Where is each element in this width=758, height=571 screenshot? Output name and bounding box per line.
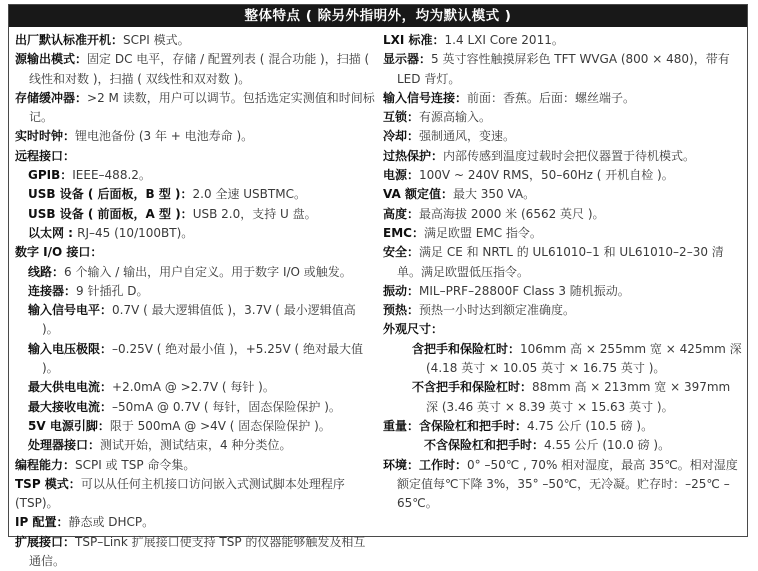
spec-label: 输入电压极限： (28, 341, 113, 356)
panel-body (9, 27, 747, 569)
spec-item (412, 378, 743, 417)
spec-value: 可以从任何主机接口访问嵌入式测试脚本处理程序 (TSP)。 (15, 476, 345, 511)
spec-item (28, 301, 375, 340)
spec-item (383, 456, 743, 514)
spec-label: 扩展接口： (15, 534, 76, 549)
spec-label: VA 额定值： (383, 187, 453, 202)
spec-value: 前面：香蕉。后面：螺丝端子。 (467, 90, 636, 105)
spec-item (28, 166, 375, 185)
spec-value: 0.7V ( 最大逻辑值低 )，3.7V ( 最小逻辑值高 )。 (42, 303, 356, 337)
spec-column-right (383, 31, 743, 536)
spec-value: 100V ~ 240V RMS，50–60Hz ( 开机自检 )。 (419, 168, 674, 183)
spec-value: –50mA @ 0.7V ( 每针，固态保险保护 )。 (112, 399, 341, 414)
spec-label: 最大供电电流： (28, 380, 113, 395)
spec-label: 编程能力： (15, 457, 76, 472)
spec-item (28, 340, 375, 379)
spec-label: 环境： (383, 457, 420, 472)
spec-label: USB 设备 ( 前面板，A 型 )： (28, 206, 193, 221)
spec-label: 远程接口： (15, 148, 76, 163)
spec-label: 数字 I/O 接口： (15, 245, 103, 260)
spec-label: 不含把手和保险杠时： (412, 380, 533, 395)
spec-value: 9 针插孔 D。 (76, 283, 149, 298)
spec-value: 5 英寸容性触摸屏彩色 TFT WVGA (800 × 480)，带有 LED 背灯。 (397, 52, 730, 86)
spec-value: SCPI 或 TSP 命令集。 (75, 457, 196, 472)
spec-item (15, 127, 375, 146)
spec-label: 显示器： (383, 52, 432, 67)
spec-item (424, 436, 743, 455)
spec-label: 最大接收电流： (28, 399, 113, 414)
spec-label: 连接器： (28, 283, 77, 298)
spec-value: 4.55 公斤 (10.0 磅 )。 (544, 438, 671, 453)
spec-item (383, 147, 743, 166)
spec-value: 最高海拔 2000 米 (6562 英尺 )。 (419, 206, 605, 221)
spec-label: USB 设备 ( 后面板，B 型 )： (28, 187, 193, 202)
spec-item (28, 436, 375, 455)
spec-value: TSP–Link 扩展接口使支持 TSP 的仪器能够触发及相互通信。 (29, 534, 366, 569)
spec-item (15, 147, 375, 166)
spec-item (28, 398, 375, 417)
spec-item (383, 417, 743, 436)
spec-value: 固定 DC 电平，存储 / 配置列表 ( 混合功能 )，扫描 ( 线性和对数 )，扫描 ( 双线性和双对数 )。 (29, 52, 370, 86)
spec-value: 6 个输入 / 输出，用户自定义。用于数字 I/O 或触发。 (64, 264, 352, 279)
spec-item (15, 456, 375, 475)
spec-item (383, 205, 743, 224)
spec-item (15, 50, 375, 89)
spec-label: GPIB： (28, 168, 73, 183)
spec-label: 5V 电源引脚： (28, 418, 110, 433)
spec-column-left (15, 31, 375, 569)
spec-value: 内部传感到温度过载时会把仪器置于待机模式。 (443, 148, 696, 163)
spec-item (383, 127, 743, 146)
spec-label: LXI 标准： (383, 33, 445, 47)
spec-item (28, 263, 375, 282)
spec-item (383, 166, 743, 185)
spec-label: 冷却： (383, 129, 420, 144)
spec-value: 88mm 高 × 213mm 宽 × 397mm 深 (3.46 英寸 × 8.39 英寸 × 15.63 英寸 )。 (426, 380, 731, 414)
spec-item (383, 320, 743, 339)
spec-value: +2.0mA @ >2.7V ( 每针 )。 (112, 380, 275, 395)
spec-item (28, 185, 375, 204)
spec-panel (8, 4, 748, 569)
spec-value: 106mm 高 × 255mm 宽 × 425mm 深 (4.18 英寸 × 10.05 英寸 × 16.75 英寸 )。 (426, 341, 742, 376)
spec-value: 0° –50℃ , 70% 相对湿度，最高 35℃。相对湿度额定值每℃下降 3%，35° –50℃，无冷凝。贮存时：–25℃ – 65℃。 (397, 457, 738, 511)
spec-item (28, 378, 375, 397)
spec-item (15, 89, 375, 128)
spec-label: 输入信号电平： (28, 303, 113, 318)
spec-item (15, 31, 375, 50)
spec-label: 线路： (28, 264, 65, 279)
spec-item (28, 224, 375, 243)
spec-item (383, 282, 743, 301)
spec-label: 外观尺寸： (383, 322, 444, 337)
spec-value: 限于 500mA @ >4V ( 固态保险保护 )。 (109, 418, 331, 433)
spec-item (383, 301, 743, 320)
panel-title: 整体特点 ( 除另外指明外，均为默认模式 ) (9, 5, 747, 27)
spec-label: 输入信号连接： (383, 90, 468, 105)
spec-item (383, 50, 743, 89)
spec-value: >2 M 读数，用户可以调节。包括选定实测值和时间标记。 (29, 90, 375, 125)
spec-item (383, 185, 743, 204)
spec-value: 锂电池备份 (3 年 + 电池寿命 )。 (75, 129, 254, 144)
spec-value: USB 2.0，支持 U 盘。 (192, 206, 317, 221)
spec-item (383, 108, 743, 127)
spec-label: 出厂默认标准开机： (15, 33, 124, 47)
spec-value: 有源高输入。 (419, 110, 492, 125)
spec-value: IEEE–488.2。 (72, 168, 151, 183)
spec-value: 强制通风，变速。 (419, 129, 516, 144)
spec-label: 源输出模式： (15, 52, 88, 67)
spec-value: 测试开始，测试结束，4 种分类位。 (100, 438, 292, 453)
spec-label: 振动： (383, 283, 420, 298)
spec-label: 处理器接口： (28, 438, 101, 453)
spec-label: EMC： (383, 225, 424, 240)
spec-item (383, 243, 743, 282)
spec-label: 工作时： (419, 457, 468, 472)
spec-value: SCPI 模式。 (123, 33, 190, 47)
spec-item (28, 417, 375, 436)
spec-value: 满足欧盟 EMC 指令。 (423, 225, 542, 240)
spec-label: IP 配置： (15, 515, 69, 530)
spec-value: 预热一小时达到额定准确度。 (419, 303, 576, 318)
spec-label: 互锁： (383, 110, 420, 125)
spec-label: 预热： (383, 303, 420, 318)
spec-value: MIL–PRF–28800F Class 3 随机振动。 (419, 283, 630, 298)
spec-label: 安全： (383, 245, 420, 260)
spec-value: 最大 350 VA。 (452, 187, 536, 202)
spec-item (15, 475, 375, 514)
spec-item (15, 513, 375, 532)
spec-label: 含把手和保险杠时： (412, 341, 521, 356)
spec-value: –0.25V ( 绝对最小值 )，+5.25V ( 绝对最大值 )。 (42, 341, 364, 376)
spec-label: 以太网 : (28, 225, 78, 240)
spec-value: 4.75 公斤 (10.5 磅 )。 (527, 418, 654, 433)
spec-item (383, 224, 743, 243)
spec-value: 静态或 DHCP。 (68, 515, 155, 530)
spec-label: 存储缓冲器： (15, 90, 88, 105)
spec-item (28, 205, 375, 224)
spec-value: 满足 CE 和 NRTL 的 UL61010–1 和 UL61010–2–30 清单。满足欧盟低压指令。 (397, 245, 724, 279)
spec-label: 重量： (383, 418, 420, 433)
spec-item (15, 243, 375, 262)
spec-item (15, 533, 375, 571)
spec-label: 过热保护： (383, 148, 444, 163)
spec-item (383, 89, 743, 108)
spec-item (383, 31, 743, 50)
spec-label: 电源： (383, 168, 420, 183)
spec-item (28, 282, 375, 301)
spec-item (412, 340, 743, 379)
spec-label: TSP 模式： (15, 476, 81, 491)
spec-value: 2.0 全速 USBTMC。 (192, 187, 306, 202)
spec-label: 高度： (383, 206, 420, 221)
spec-label: 含保险杠和把手时： (419, 418, 528, 433)
spec-label: 实时时钟： (15, 129, 76, 144)
spec-value: RJ–45 (10/100BT)。 (77, 225, 194, 240)
spec-label: 不含保险杠和把手时： (424, 438, 545, 453)
spec-value: 1.4 LXI Core 2011。 (444, 33, 564, 47)
